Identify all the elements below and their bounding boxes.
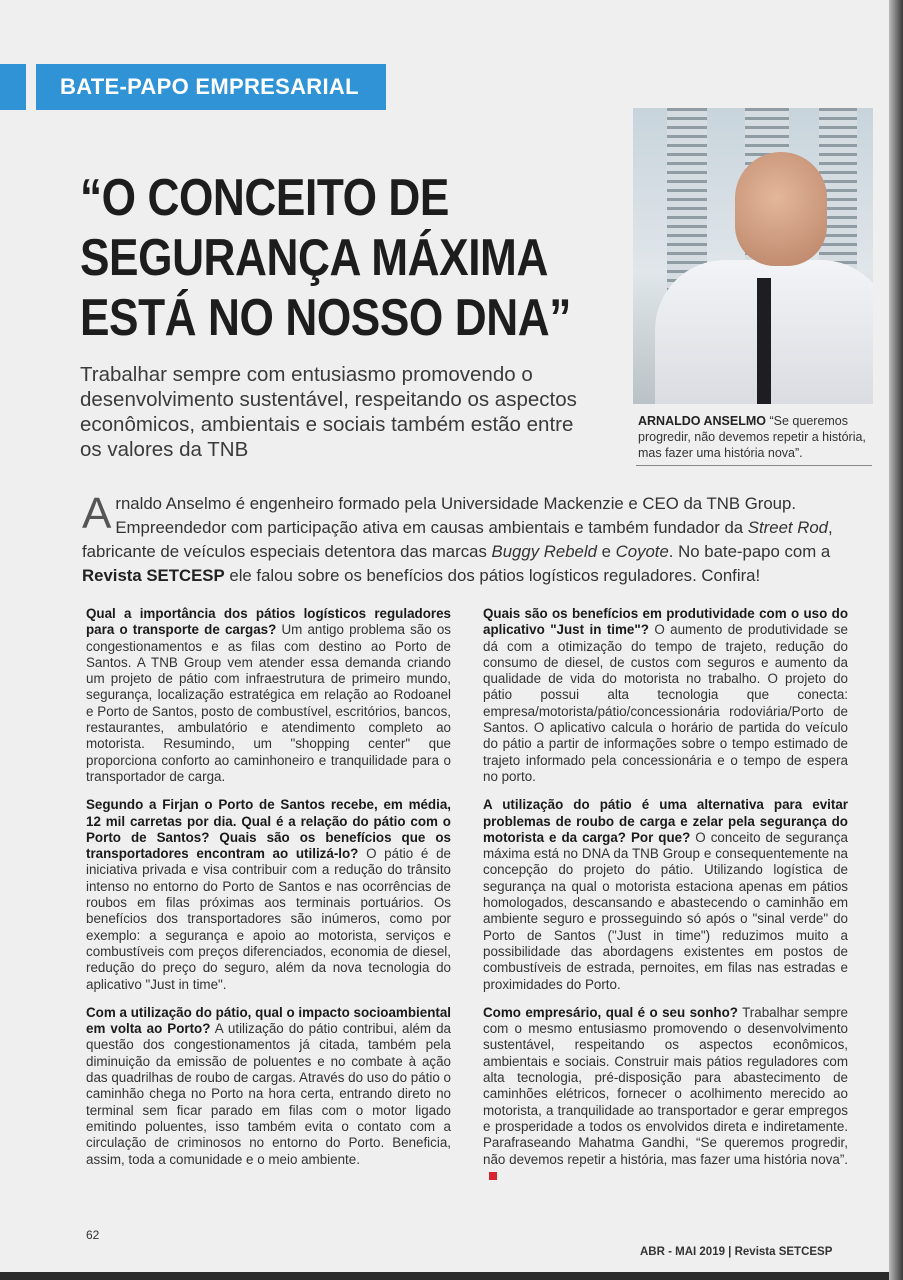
caption-quote: “Se queremos progredir, não devemos repetir a história, mas fazer uma história nova”.: [638, 414, 866, 460]
qa-item: [483, 606, 848, 785]
question: A utilização do pátio é uma alternativa para evitar problemas de roubo de carga e zelar pela segurança do motorista e da carga? Por que?: [483, 797, 848, 845]
caption-divider: [636, 465, 872, 466]
headline-line-3: ESTÁ NO NOSSO DNA”: [80, 289, 571, 347]
answer: O aumento de produtividade se dá com a otimização do tempo de trajeto, redução do consumo de diesel, de custos com seguros e aumento da qualidade de vida do motorista no trabalho. O projeto do pátio possui alta tecnologia que conecta: empresa/motorista/pátio/concessionária rodoviária/Porto de Santos. O aplicativo calcula o horário de partida do veículo do pátio a partir de informações sobre o tempo estimado de trajeto informado pela concessionária e o tempo de espera no porto.: [483, 622, 848, 784]
intro-coyote: Coyote: [615, 542, 669, 561]
caption-name: ARNALDO ANSELMO: [638, 414, 767, 428]
drop-cap: A: [82, 489, 112, 538]
page-number: 62: [86, 1228, 100, 1242]
question: Segundo a Firjan o Porto de Santos recebe, em média, 12 mil carretas por dia. Qual é a relação do pátio com o Porto de Santos? Quais são os benefícios que os transportadores encontram ao utilizá-lo?: [86, 797, 451, 862]
intro-revista: Revista SETCESP: [82, 566, 225, 585]
section-tag: BATE-PAPO EMPRESARIAL: [36, 64, 386, 110]
qa-item: [86, 1005, 451, 1168]
answer: O pátio é de iniciativa privada e visa contribuir com a redução do trânsito intenso no entorno do Porto de Santos e nas ocorrências de roubos em filas próximas aos terminais portuários. Os benefícios dos transportadores são inúmeros, como por exemplo: a segurança e apoio ao motorista, serviços e combustíveis com preços diferenciados, economia de diesel, redução do preço do seguro, além da nova tecnologia do aplicativo "Just in time".: [86, 846, 451, 992]
headline: [80, 168, 571, 348]
intro-buggy: Buggy Rebeld: [491, 542, 597, 561]
page-edge-shadow: [889, 0, 903, 1280]
column-left: [86, 606, 451, 1180]
intro-text: , fabricante de veículos especiais detentora das marcas: [82, 518, 833, 561]
qa-item: [86, 606, 451, 785]
qa-item: [86, 797, 451, 993]
headline-line-2: SEGURANÇA MÁXIMA: [80, 229, 548, 287]
question: Quais são os benefícios em produtividade com o uso do aplicativo "Just in time"?: [483, 606, 848, 638]
portrait-photo: [633, 108, 873, 404]
answer: Trabalhar sempre com o mesmo entusiasmo promovendo o desenvolvimento sustentável, respeitando os aspectos econômicos, ambientais e sociais. Construir mais pátios reguladores com alta tecnologia, pré-disposição para abastecimento de caminhões elétricos, fornecer o acolhimento merecido ao motorista, a tranquilidade ao transportador e gerar empregos e prosperidade a todos os envolvidos direta e indiretamente. Parafraseando Mahatma Gandhi, “Se queremos progredir, não devemos repetir a história, mas fazer uma história nova”.: [483, 1004, 849, 1167]
intro-text: e: [596, 542, 616, 561]
question: Qual a importância dos pátios logísticos reguladores para o transporte de cargas?: [86, 606, 451, 638]
headline-line-1: “O CONCEITO DE: [80, 169, 449, 227]
photo-caption: [638, 413, 878, 461]
answer: Um antigo problema são os congestionamentos e as filas com destino ao Porto de Santos. A TNB Group vem atender essa demanda criando um projeto de pátio com infraestrutura de primeiro mundo, segurança, localização estratégica em relação ao Rodoanel e Porto de Santos, posto de combustível, escritórios, bancos, restaurantes, ambulatório e atendimento completo ao motorista. Resumindo, um "shopping center" que proporciona conforto ao caminhoneiro e tranquilidade para o transportador de carga.: [86, 622, 451, 784]
intro-text: . No bate-papo com a: [668, 542, 831, 561]
question: Com a utilização do pátio, qual o impacto socioambiental em volta ao Porto?: [86, 1004, 451, 1037]
intro-street-rod: Street Rod: [747, 518, 829, 537]
page-footer: ABR - MAI 2019 | Revista SETCESP: [640, 1246, 833, 1258]
intro-text: rnaldo Anselmo é engenheiro formado pela Universidade Mackenzie e CEO da TNB Group. Empreendedor com participação ativa em causas ambientais e também fundador da: [115, 494, 796, 537]
qa-item: [483, 1005, 848, 1184]
end-mark-icon: [489, 1172, 497, 1180]
answer: O conceito de segurança máxima está no DNA da TNB Group e consequentemente na concepção do projeto do pátio. Utilizando logística de segurança na qual o motorista estaciona apenas em pátios homologados, descansando e abastecendo o caminhão em ambiente seguro e prosseguindo só após o "sinal verde" do Porto de Santos ("Just in time") reduzimos muito a possibilidade das abordagens existentes em postos de combustíveis de estrada, pernoites, em filas nas estradas e proximidades do Porto.: [483, 829, 848, 992]
question: Como empresário, qual é o seu sonho?: [483, 1004, 738, 1020]
qa-item: [483, 797, 848, 993]
answer: A utilização do pátio contribui, além da questão dos congestionamentos já citada, também pela diminuição da emissão de poluentes e no combate à ação das quadrilhas de roubo de cargas. Através do uso do pátio o caminhão chega no Porto na hora certa, entrando direto no terminal sem ficar parado em filas com o motor ligado emitindo poluentes, isso também evita o contato com a circulação de criminosos no entorno do Porto. Beneficia, assim, toda a comunidade e o meio ambiente.: [86, 1021, 451, 1167]
intro-text: ele falou sobre os benefícios dos pátios logísticos reguladores. Confira!: [224, 566, 761, 585]
section-tag-stub: [0, 64, 26, 110]
intro-paragraph: [82, 489, 870, 588]
subheadline: Trabalhar sempre com entusiasmo promovendo o desenvolvimento sustentável, respeitando os aspectos econômicos, ambientais e sociais também estão entre os valores da TNB: [80, 363, 577, 461]
column-right: [483, 606, 848, 1196]
